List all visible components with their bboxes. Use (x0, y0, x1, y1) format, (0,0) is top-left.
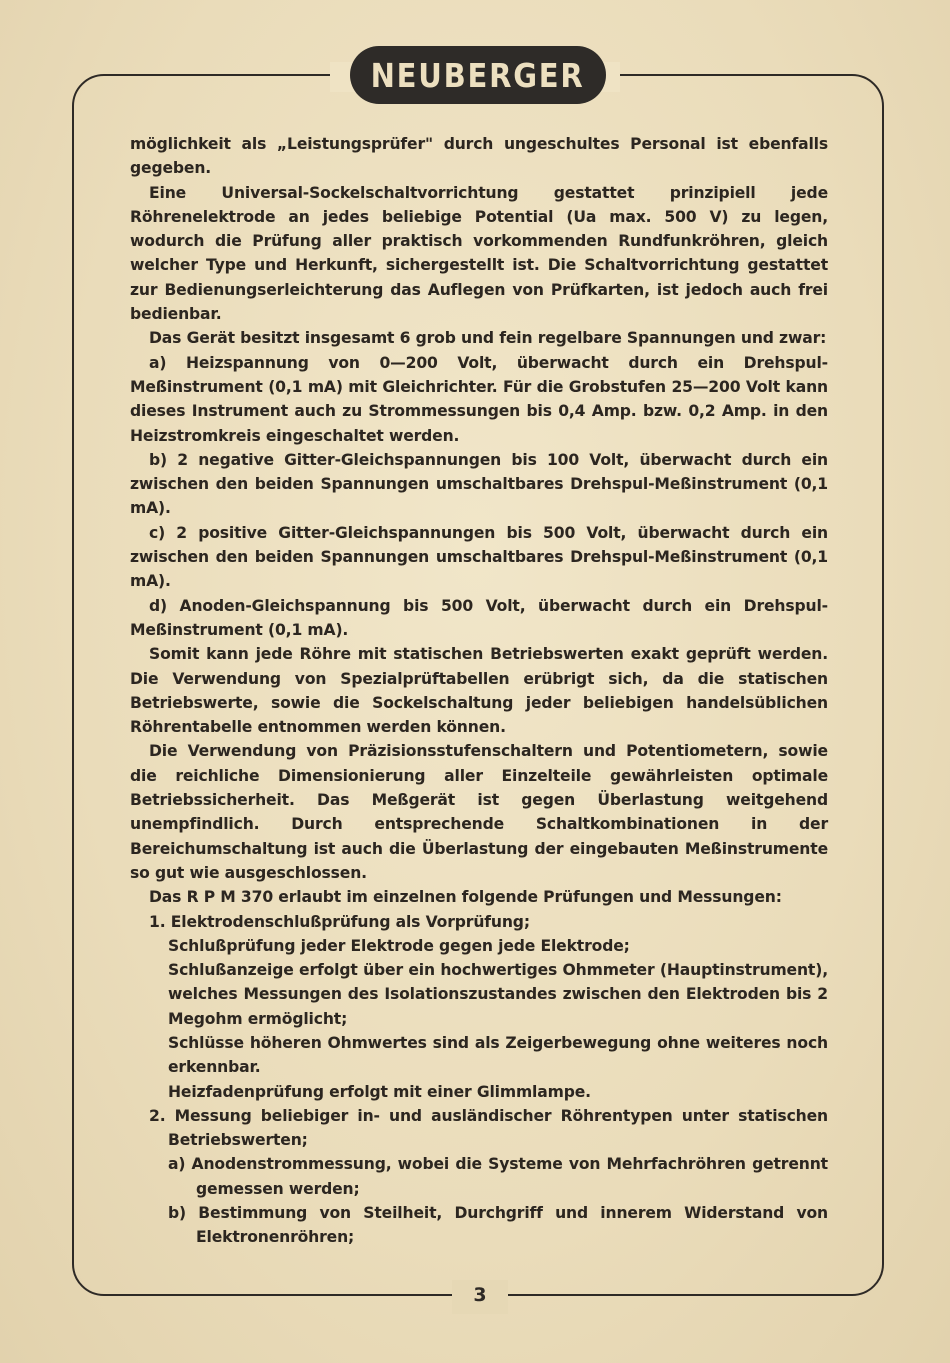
body-text (130, 132, 828, 1250)
paragraph: Eine Universal-Sockelschaltvorrichtung gestattet prinzipiell jede Röhrenelektrode an jedes beliebige Potential (Ua max. 500 V) zu legen, wodurch die Prüfung aller praktisch vorkommenden Rundfunkröhren, gleich welcher Type und Herkunft, sichergestellt ist. Die Schaltvorrichtung gestattet zur Bedienungserleichterung das Auflegen von Prüfkarten, ist jedoch auch frei bedienbar. (130, 183, 828, 324)
numbered-item: 1. Elektrodenschlußprüfung als Vorprüfung; (149, 912, 530, 931)
sub-list-item: a) Anodenstrommessung, wobei die Systeme von Mehrfachröhren getrennt gemessen werden; (168, 1155, 828, 1198)
sub-paragraph: Schlußanzeige erfolgt über ein hochwertiges Ohmmeter (Hauptinstrument), welches Messungen des Isolationszustandes zwischen den Elektroden bis 2 Megohm ermöglicht; (168, 961, 828, 1028)
paragraph: Das Gerät besitzt insgesamt 6 grob und fein regelbare Spannungen und zwar: (149, 329, 827, 348)
sub-paragraph: Heizfadenprüfung erfolgt mit einer Glimmlampe. (168, 1082, 591, 1101)
paragraph: möglichkeit als „Leistungsprüfer" durch ungeschultes Personal ist ebenfalls gegeben. (130, 135, 828, 178)
sub-list-item: b) Bestimmung von Steilheit, Durchgriff und innerem Widerstand von Elektronenröhren; (168, 1204, 828, 1247)
sub-paragraph: Schlußprüfung jeder Elektrode gegen jede Elektrode; (168, 936, 630, 955)
paragraph: Die Verwendung von Präzisionsstufenschaltern und Potentiometern, sowie die reichliche Dimensionierung aller Einzelteile gewährleisten optimale Betriebssicherheit. Das Meßgerät ist gegen Überlastung weitgehend unempfindlich. Durch entsprechende Schaltkombinationen in der Bereichumschaltung ist auch die Überlastung der eingebauten Meßinstrumente so gut wie ausgeschlossen. (130, 742, 828, 882)
sub-paragraph: Schlüsse höheren Ohmwertes sind als Zeigerbewegung ohne weiteres noch erkennbar. (168, 1033, 828, 1077)
list-item: d) Anoden-Gleichspannung bis 500 Volt, überwacht durch ein Drehspul-Meßinstrument (0,1 mA). (130, 596, 828, 639)
brand-logo (350, 46, 606, 104)
list-item: b) 2 negative Gitter-Gleichspannungen bis 100 Volt, überwacht durch ein zwischen den beiden Spannungen umschaltbares Drehspul-Meßinstrument (0,1 mA). (130, 450, 828, 518)
list-item: a) Heizspannung von 0—200 Volt, überwacht durch ein Drehspul-Meßinstrument (0,1 mA) mit Gleichrichter. Für die Grobstufen 25—200 Volt kann dieses Instrument auch zu Strommessungen bis 0,4 Amp. bzw. 0,2 Amp. in den Heizstromkreis eingeschaltet werden. (130, 353, 828, 445)
page-number: 3 (473, 1284, 487, 1306)
paragraph: Das R P M 370 erlaubt im einzelnen folgende Prüfungen und Messungen: (149, 888, 782, 907)
numbered-item: 2. Messung beliebiger in- und ausländischer Röhrentypen unter statischen Betriebswerten; (149, 1106, 828, 1150)
brand-logo-text: NEUBERGER (371, 55, 585, 95)
list-item: c) 2 positive Gitter-Gleichspannungen bis 500 Volt, überwacht durch ein zwischen den beiden Spannungen umschaltbares Drehspul-Meßinstrument (0,1 mA). (130, 523, 828, 591)
paragraph: Somit kann jede Röhre mit statischen Betriebswerten exakt geprüft werden. Die Verwendung von Spezialprüftabellen erübrigt sich, da die statischen Betriebswerte, sowie die Sockelschaltung jeder beliebigen handelsüblichen Röhrentabelle entnommen werden können. (130, 645, 828, 737)
